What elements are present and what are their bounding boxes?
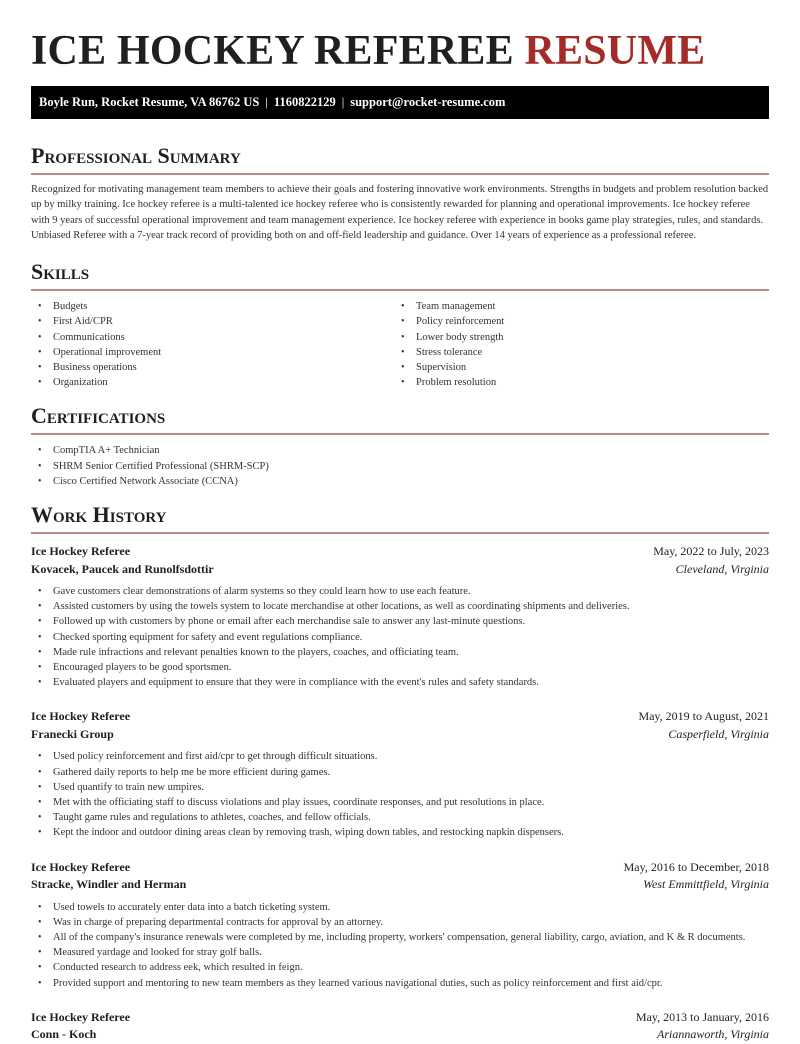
job-company-row [31,1026,769,1044]
job-role: Ice Hockey Referee [31,1009,131,1024]
certifications-list [31,443,769,489]
job-bullet: • Was in charge of preparing departmental contracts for approval by an attorney. [31,915,769,930]
contact-email[interactable]: support@rocket-resume.com [350,95,506,109]
certification-item: • Cisco Certified Network Associate (CCNA) [31,474,769,489]
job-bullet: • All of the company's insurance renewals were completed by me, including property, workers' compensation, general liability, cargo, aviation, and K & R documents. [31,930,769,945]
job-company-row [31,561,769,579]
separator: | [265,95,268,109]
job-bullet: • Followed up with customers by phone or email after each merchandise sale to answer any last-minute questions. [31,614,769,629]
title-accent: RESUME [524,28,706,74]
section-heading: Professional Summary [31,143,241,168]
job-dates: May, 2013 to January, 2016 [635,1009,769,1024]
skills-section [31,259,769,390]
job-bullet: • Gathered daily reports to help me be more efficient during games. [31,765,769,780]
section-heading: Work History [31,502,167,528]
skills-columns [31,299,769,390]
skills-left-list [31,299,394,390]
job-header-row [31,708,769,726]
certification-item: • CompTIA A+ Technician [31,443,769,458]
job-bullet: • Kept the indoor and outdoor dining areas clean by removing trash, wiping down tables, and restocking napkin dispensers. [31,825,769,840]
job-company-row [31,726,769,744]
job-entry [31,1009,769,1044]
job-bullet: • Assisted customers by using the towels system to locate merchandise at other locations, as well as coordinating shipments and deliveries. [31,599,769,614]
job-header-row [31,543,769,561]
section-divider [31,289,769,291]
skill-item: • Organization [31,375,394,390]
job-location: West Emmittfield, Virginia [643,877,769,892]
job-role: Ice Hockey Referee [31,544,131,559]
certification-item: • SHRM Senior Certified Professional (SHRM-SCP) [31,459,769,474]
skill-item: • Lower body strength [394,330,757,345]
skill-item: • Supervision [394,360,757,375]
job-bullet: • Taught game rules and regulations to athletes, coaches, and fellow officials. [31,810,769,825]
skill-item: • Stress tolerance [394,345,757,360]
job-entry [31,708,769,840]
contact-bar [31,86,769,119]
skill-item: • Problem resolution [394,375,757,390]
skill-item: • First Aid/CPR [31,314,394,329]
job-dates: May, 2019 to August, 2021 [638,709,769,724]
job-bullets [31,900,769,991]
contact-address: Boyle Run, Rocket Resume, VA 86762 US [39,95,260,109]
job-bullet: • Measured yardage and looked for stray golf balls. [31,945,769,960]
job-role: Ice Hockey Referee [31,859,131,874]
skill-item: • Business operations [31,360,394,375]
skill-item: • Policy reinforcement [394,314,757,329]
job-header-row [31,859,769,877]
job-entry [31,859,769,991]
job-bullet: • Met with the officiating staff to discuss violations and play issues, coordinate responses, and put resolutions in place. [31,795,769,810]
resume-title [31,0,769,74]
job-company: Kovacek, Paucek and Runolfsdottir [31,561,214,576]
job-bullet: • Used quantify to train new umpires. [31,780,769,795]
job-company-row [31,876,769,894]
section-divider [31,532,769,534]
job-dates: May, 2016 to December, 2018 [623,859,769,874]
job-company: Stracke, Windler and Herman [31,877,187,892]
skill-item: • Communications [31,330,394,345]
job-bullet: • Made rule infractions and relevant penalties known to the players, coaches, and officiating team. [31,645,769,660]
job-bullet: • Conducted research to address eek, which resulted in feign. [31,960,769,975]
job-location: Ariannaworth, Virginia [656,1027,769,1042]
title-main: ICE HOCKEY REFEREE [31,28,514,74]
job-location: Cleveland, Virginia [675,561,769,576]
skills-right-list [394,299,757,390]
job-bullet: • Provided support and mentoring to new team members as they learned various navigational duties, such as policy reinforcement and first aid/cpr. [31,976,769,991]
job-bullet: • Used policy reinforcement and first aid/cpr to get through difficult situations. [31,749,769,764]
work-history-section [31,502,769,1044]
job-bullets [31,749,769,840]
section-heading: Certifications [31,403,166,429]
section-divider [31,433,769,435]
job-bullet: • Checked sporting equipment for safety and event regulations compliance. [31,630,769,645]
job-role: Ice Hockey Referee [31,709,131,724]
certifications-section [31,403,769,489]
job-location: Casperfield, Virginia [668,726,769,741]
job-bullets [31,584,769,690]
job-dates: May, 2022 to July, 2023 [653,544,769,559]
summary-section [31,143,769,243]
job-bullet: • Gave customers clear demonstrations of alarm systems so they could learn how to use each feature. [31,584,769,599]
contact-phone: 1160822129 [273,95,336,109]
job-bullet: • Encouraged players to be good sportsmen. [31,660,769,675]
job-entry [31,543,769,690]
job-company: Conn - Koch [31,1027,97,1042]
job-bullet: • Evaluated players and equipment to ensure that they were in compliance with the event's rules and safety standards. [31,675,769,690]
section-heading: Skills [31,259,90,285]
skill-item: • Operational improvement [31,345,394,360]
separator: | [341,95,345,109]
section-divider [31,173,769,175]
skill-item: • Budgets [31,299,394,314]
job-company: Franecki Group [31,726,114,741]
summary-text: Recognized for motivating management team members to achieve their goals and fostering innovative work environments. Strengths in budgets and problem resolution backed up by milky training. Ice hockey referee is a multi-talented ice hockey referee who is consistently rewarded for planning and operational improvements. Ice hockey referee with 9 years of successful operational improvement and team management experience. Ice hockey referee with experience in books game play strategies, rules, and standards. Unbiased Referee with a 7-year track record of providing both on and off-field leadership and guidance. Over 14 years of experience as a professional referee. [31,184,769,241]
skill-item: • Team management [394,299,757,314]
job-header-row [31,1009,769,1027]
job-bullet: • Used towels to accurately enter data into a batch ticketing system. [31,900,769,915]
